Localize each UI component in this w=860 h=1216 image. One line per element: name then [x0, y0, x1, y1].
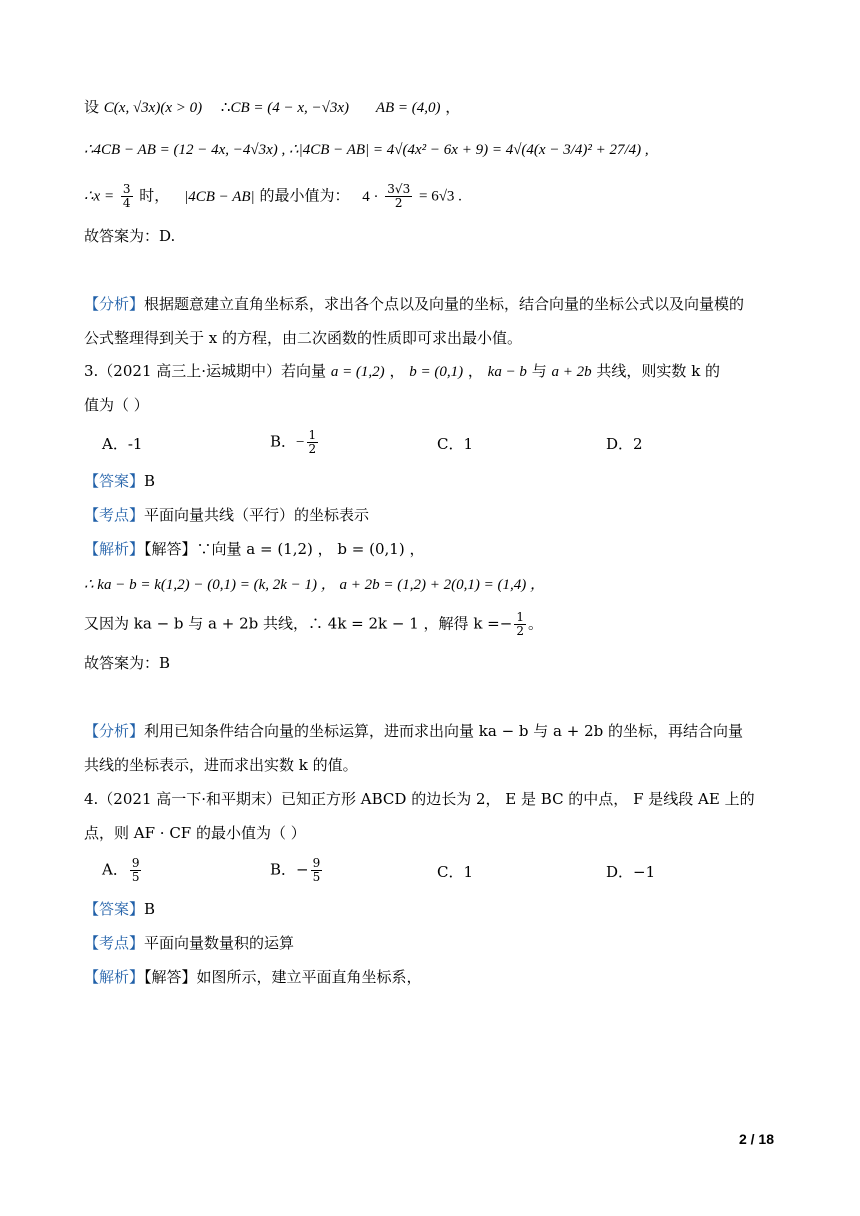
- jx-tag: 【解析】: [84, 540, 145, 558]
- analysis-tag: 【分析】: [84, 295, 145, 313]
- q4-stem-line-2: 点，则 AF · CF 的最小值为（ ）: [84, 824, 306, 842]
- q3-option-d: D．2: [606, 435, 643, 453]
- q4-option-c: C．1: [437, 863, 474, 881]
- q3-option-c: C．1: [437, 435, 474, 453]
- answer-line: 故答案为：D.: [84, 227, 176, 245]
- answer-tag: 【答案】: [84, 472, 145, 490]
- fraction: $\frac{3}{4}$: [122, 182, 131, 210]
- text: 3.（2021 高三上·运城期中）若向量: [84, 362, 327, 380]
- answer-tag: 【答案】: [84, 900, 145, 918]
- text: 时，: [139, 186, 170, 205]
- formula: a + 2b: [551, 364, 592, 380]
- formula: = 6√3 .: [418, 188, 462, 205]
- q4-stem-line-1: 4.（2021 高一下·和平期末）已知正方形 ABCD 的边长为 2， E 是 BC 的中点， F 是线段 AE 上的: [84, 790, 755, 808]
- analysis-tag: 【分析】: [84, 722, 145, 740]
- q3-answer: 【答案】B: [84, 472, 156, 490]
- q3-stem-line-1: 3.（2021 高三上·运城期中）若向量 a = (1,2) ， b = (0,1) ， ka − b 与 a + 2b 共线，则实数 k 的: [84, 362, 721, 380]
- solution-line-2: ∴4CB − AB = (12 − 4x, −4√3x) , ∴|4CB − AB| = 4√(4x² − 6x + 9) = 4√(4(x − 3/4)² + 27/4) ,: [84, 142, 649, 158]
- text: 根据题意建立直角坐标系，求出各个点以及向量的坐标，结合向量的坐标公式以及向量模的: [144, 295, 745, 313]
- text: ∴: [220, 98, 231, 116]
- kp-tag: 【考点】: [84, 934, 145, 952]
- text: 设: [84, 98, 100, 116]
- analysis-line-2: 公式整理得到关于 x 的方程，由二次函数的性质即可求出最小值。: [84, 329, 522, 347]
- text: 共线，则实数 k 的: [596, 362, 721, 380]
- q3-stem-line-2: 值为（ ）: [84, 396, 149, 414]
- q3-solution-1: 【解析】【解答】∵向量 a = (1,2) ， b = (0,1) ，: [84, 540, 425, 558]
- formula: a = (1,2): [330, 364, 385, 380]
- formula: ka − b: [487, 364, 527, 380]
- text: 与: [531, 362, 547, 380]
- q4-knowledge-point: 【考点】平面向量数量积的运算: [84, 934, 295, 952]
- formula: AB = (4,0): [375, 100, 441, 116]
- analysis-line-1: [84, 294, 744, 314]
- formula: |4CB − AB|: [184, 188, 255, 205]
- formula: CB = (4 − x, −√3x): [230, 100, 350, 116]
- q3-answer-line: 故答案为：B: [84, 654, 171, 672]
- solution-line-1: 设 C(x, √3x)(x > 0) ∴CB = (4 − x, −√3x) AB = (4,0) ，: [84, 98, 461, 116]
- formula: C(x, √3x)(x > 0): [103, 100, 203, 116]
- solution-line-3: [84, 183, 462, 210]
- formula: b = (0,1): [409, 364, 464, 380]
- q3-analysis-2: 共线的坐标表示，进而求出实数 k 的值。: [84, 756, 358, 774]
- jx-tag: 【解析】: [84, 968, 145, 986]
- kp-tag: 【考点】: [84, 506, 145, 524]
- q3-option-a: A．-1: [102, 435, 143, 453]
- fraction: $\frac{3√3}{2}$: [387, 182, 411, 210]
- q3-solution-2: ∴ ka − b = k(1,2) − (0,1) = (k, 2k − 1) ， a + 2b = (1,2) + 2(0,1) = (1,4) ，: [84, 577, 545, 593]
- page-number: 2 / 18: [738, 1131, 774, 1147]
- q4-option-a: A． $\frac{9}{5}$: [102, 856, 140, 884]
- q4-solution-1: 【解析】【解答】如图所示，建立平面直角坐标系，: [84, 968, 422, 986]
- q3-analysis-1: 【分析】利用已知条件结合向量的坐标运算，进而求出向量 ka − b 与 a + 2b 的坐标，再结合向量: [84, 722, 744, 740]
- formula: 4 ·: [362, 188, 379, 205]
- formula: ∴x =: [84, 188, 115, 205]
- q4-answer: 【答案】B: [84, 900, 156, 918]
- text: 的最小值为：: [259, 186, 350, 205]
- q4-option-d: D．−1: [606, 863, 656, 881]
- q3-option-b: B．− $\frac{1}{2}$: [270, 428, 317, 456]
- q4-option-b: B．− $\frac{9}{5}$: [270, 856, 321, 884]
- q3-solution-3: 又因为 ka − b 与 a + 2b 共线，∴ 4k = 2k − 1 ，解得 k =− $\frac{1}{2}$ 。: [84, 610, 543, 638]
- q3-knowledge-point: 【考点】平面向量共线（平行）的坐标表示: [84, 506, 370, 524]
